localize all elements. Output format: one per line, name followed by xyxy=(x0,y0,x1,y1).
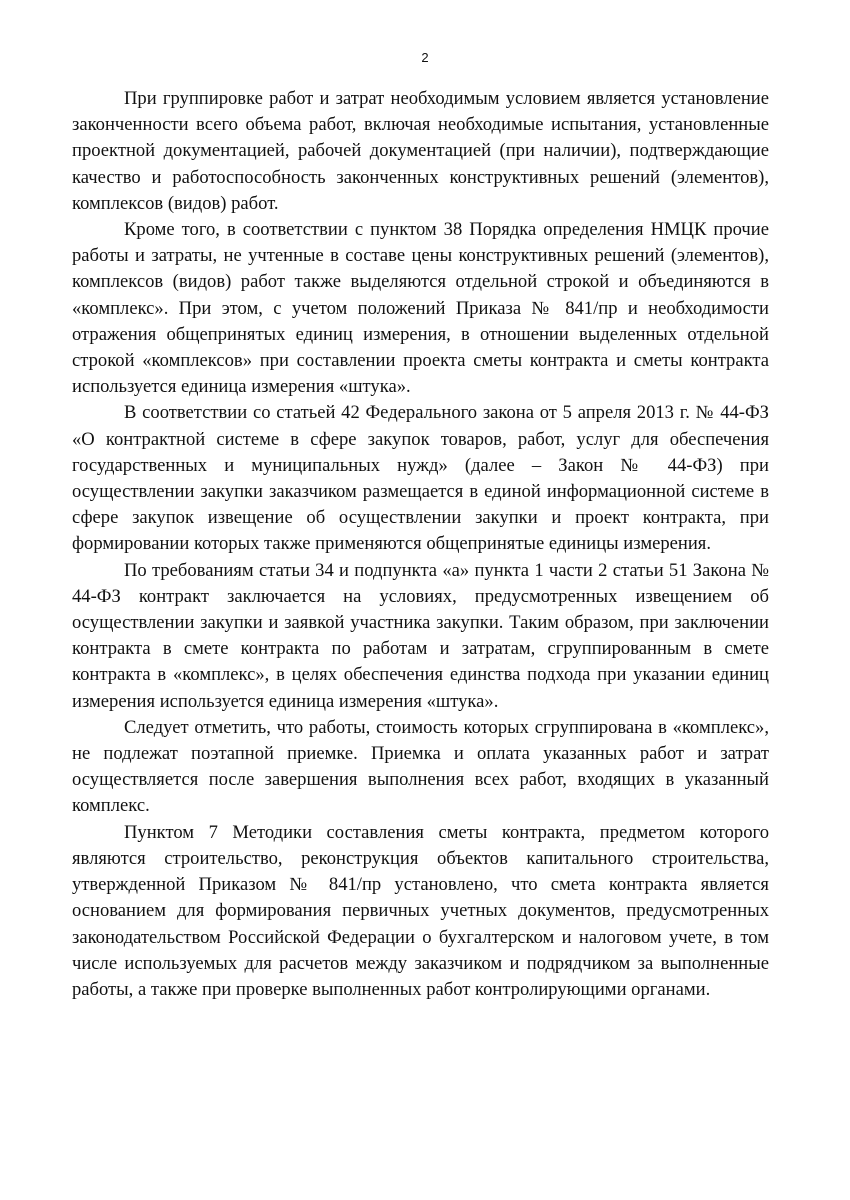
paragraph-staged-acceptance: Следует отметить, что работы, стоимость которых сгруппирована в «комплекс», не подлежат поэтапной приемке. Приемка и оплата указанных работ и затрат осуществляется после завершения выполнения всех работ, входящих в указанный комплекс. xyxy=(72,716,769,817)
paragraph-contract-conditions: По требованиям статьи 34 и подпункта «а» пункта 1 части 2 статьи 51 Закона № 44-ФЗ контракт заключается на условиях, предусмотренных извещением об осуществлении закупки и заявкой участника закупки. Таким образом, при заключении контракта в смете контракта по работам и затратам, сгруппированным в смете контракта в «комплекс», в целях обеспечения единства подхода при указании единиц измерения используется единица измерения «штука». xyxy=(72,559,769,712)
page-number: 2 xyxy=(421,50,429,65)
paragraph-grouping-conditions: При группировке работ и затрат необходимым условием является установление законченности всего объема работ, включая необходимые испытания, установленные проектной документацией, рабочей документацией (при наличии), подтверждающие качество и работоспособность законченных конструктивных решений (элементов), комплексов (видов) работ. xyxy=(72,88,769,214)
paragraph-law-44-fz: В соответствии со статьей 42 Федерального закона от 5 апреля 2013 г. № 44-ФЗ «О контрактной системе в сфере закупок товаров, работ, услуг для обеспечения государственных и муниципальных нужд» (далее – Закон № 44-ФЗ) при осуществлении закупки заказчиком размещается в единой информационной системе в сфере закупок извещение об осуществлении закупки и проект контракта, при формировании которых также применяются общепринятые единицы измерения. xyxy=(72,402,769,555)
paragraph-methodology: Пунктом 7 Методики составления сметы контракта, предметом которого являются строительство, реконструкция объектов капитального строительства, утвержденной Приказом № 841/пр установлено, что смета контракта является основанием для формирования первичных учетных документов, предусмотренных законодательством Российской Федерации о бухгалтерском и налоговом учете, в том числе используемых для расчетов между заказчиком и подрядчиком за выполненные работы, а также при проверке выполненных работ контролирующими органами. xyxy=(72,821,769,1000)
paragraph-other-works-complex: Кроме того, в соответствии с пунктом 38 Порядка определения НМЦК прочие работы и затраты, не учтенные в составе цены конструктивных решений (элементов), комплексов (видов) работ также выделяются отдельной строкой и объединяются в «комплекс». При этом, с учетом положений Приказа № 841/пр и необходимости отражения общепринятых единиц измерения, в отношении выделенных отдельной строкой «комплексов» при составлении проекта сметы контракта и сметы контракта используется единица измерения «штука». xyxy=(72,219,769,398)
document-body xyxy=(72,86,769,1003)
